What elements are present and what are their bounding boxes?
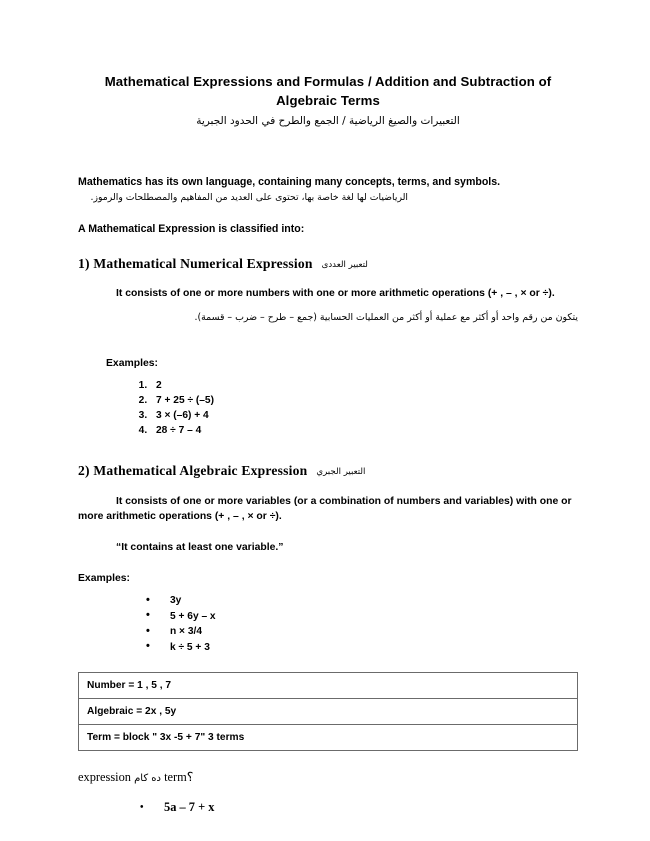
numerical-examples-list <box>78 378 578 439</box>
section-heading-numerical-arabic: لتعبير العددى <box>321 260 368 270</box>
section-heading-algebraic <box>78 462 578 480</box>
footer-answer-list <box>78 799 578 816</box>
table-cell-term: Term = block " 3x -5 + 7" 3 terms <box>79 724 578 750</box>
list-item: 3. 3 × (–6) + 4 <box>150 408 578 423</box>
list-item: 2. 7 + 25 ÷ (–5) <box>150 393 578 408</box>
algebraic-examples-label: Examples: <box>78 573 130 585</box>
algebraic-definition: It consists of one or more variables (or a combination of numbers and variables) with one or more arithmetic operations (+ , – , × or ÷). <box>78 496 572 523</box>
list-item: • 3y <box>146 593 578 608</box>
section-heading-numerical-label: 1) Mathematical Numerical Expression <box>78 256 313 271</box>
table-cell-algebraic: Algebraic = 2x , 5y <box>79 698 578 724</box>
definitions-table <box>78 672 578 751</box>
intro-sentence: Mathematics has its own language, containing many concepts, terms, and symbols. <box>78 176 501 188</box>
section-heading-algebraic-arabic: التعبير الجبري <box>316 467 366 478</box>
section-heading-numerical <box>78 255 578 273</box>
list-item: • 5a – 7 + x <box>140 799 578 816</box>
algebraic-quote: “It contains at least one variable.” <box>116 542 284 554</box>
document-title: Mathematical Expressions and Formulas / Addition and Subtraction of Algebraic Terms <box>104 74 552 108</box>
footer-question <box>78 769 578 787</box>
footer-question-suffix: term؟ <box>160 769 194 784</box>
list-item: 1. 2 <box>150 378 578 393</box>
list-item: • k ÷ 5 + 3 <box>146 640 578 655</box>
table-cell-number: Number = 1 , 5 , 7 <box>79 672 578 698</box>
section-heading-algebraic-label: 2) Mathematical Algebraic Expression <box>78 463 308 479</box>
document-title-arabic: التعبيرات والصيغ الرياضية / الجمع والطرح في الحدود الجبرية <box>196 115 460 127</box>
numerical-definition: It consists of one or more numbers with one or more arithmetic operations (+ , – , × or ÷). <box>116 288 555 299</box>
document-content <box>78 72 578 816</box>
intro-sentence-arabic: الرياضيات لها لغة خاصة بها، تحتوى على العديد من المفاهيم والمصطلحات والرموز. <box>90 192 408 203</box>
footer-question-prefix: expression <box>78 769 135 784</box>
algebraic-examples-list <box>78 593 578 655</box>
numerical-examples-label: Examples: <box>106 357 158 369</box>
table-row <box>79 672 578 698</box>
table-row <box>79 724 578 750</box>
table-row <box>79 698 578 724</box>
classification-lead-in: A Mathematical Expression is classified into: <box>78 223 305 235</box>
list-item: 4. 28 ÷ 7 – 4 <box>150 423 578 438</box>
numerical-definition-arabic: يتكون من رقم واحد أو أكثر مع عملية أو أكثر من العمليات الحسابية (جمع – طرح – ضرب – قسمة). <box>194 312 578 323</box>
footer-question-arabic: ده كام <box>134 772 161 784</box>
list-item: • 5 + 6y – x <box>146 609 578 624</box>
list-item: • n × 3/4 <box>146 624 578 639</box>
